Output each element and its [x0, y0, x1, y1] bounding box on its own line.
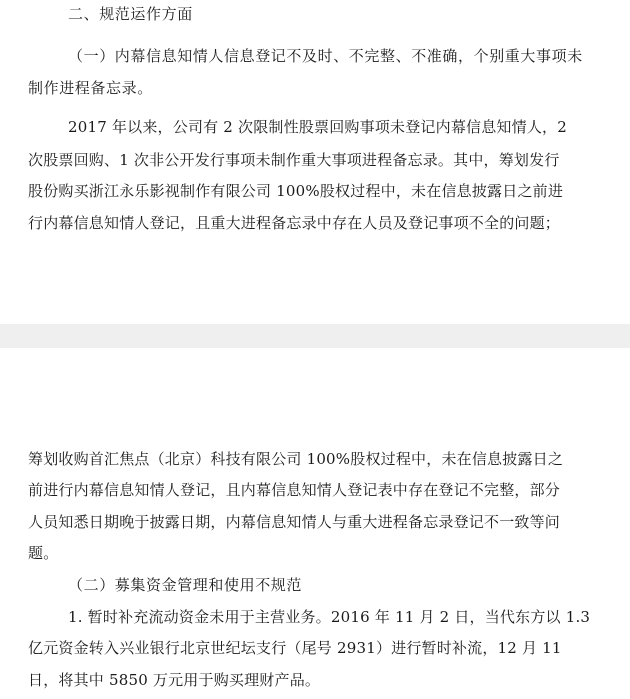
item-2-point-1-line-1: 1. 暂时补充流动资金未用于主营业务。2016 年 11 月 2 日，当代东方以 1.3 — [68, 608, 591, 626]
item-1-body-line-2: 次股票回购、1 次非公开发行事项未制作重大事项进程备忘录。其中，筹划发行 — [28, 151, 560, 169]
item-2-point-1-line-3: 日，将其中 5850 万元用于购买理财产品。 — [28, 671, 321, 689]
item-1-body-line-3: 股份购买浙江永乐影视制作有限公司 100%股权过程中，未在信息披露日之前进 — [28, 182, 564, 200]
continued-line-3: 人员知悉日期晚于披露日期，内幕信息知情人与重大进程备忘录登记不一致等问 — [28, 513, 561, 531]
section-heading: 二、规范运作方面 — [68, 5, 193, 23]
item-1-heading-line-1: （一）内幕信息知情人信息登记不及时、不完整、不准确，个别重大事项未 — [68, 47, 583, 65]
continued-line-1: 筹划收购首汇焦点（北京）科技有限公司 100%股权过程中，未在信息披露日之 — [28, 450, 564, 468]
continued-line-2: 前进行内幕信息知情人登记，且内幕信息知情人登记表中存在登记不完整，部分 — [28, 481, 561, 499]
item-1-heading-line-2: 制作进程备忘录。 — [28, 79, 153, 97]
item-2-heading: （二）募集资金管理和使用不规范 — [68, 576, 303, 594]
item-2-point-1-line-2: 亿元资金转入兴业银行北京世纪坛支行（尾号 2931）进行暂时补流，12 月 11 — [28, 639, 562, 657]
document-page-top — [0, 0, 630, 324]
page-separator — [0, 324, 630, 348]
document-page-bottom — [0, 348, 630, 699]
item-1-body-line-4: 行内幕信息知情人登记，且重大进程备忘录中存在人员及登记事项不全的问题； — [28, 214, 561, 232]
item-1-body-line-1: 2017 年以来，公司有 2 次限制性股票回购事项未登记内幕信息知情人，2 — [68, 118, 567, 136]
continued-line-4: 题。 — [28, 544, 59, 562]
